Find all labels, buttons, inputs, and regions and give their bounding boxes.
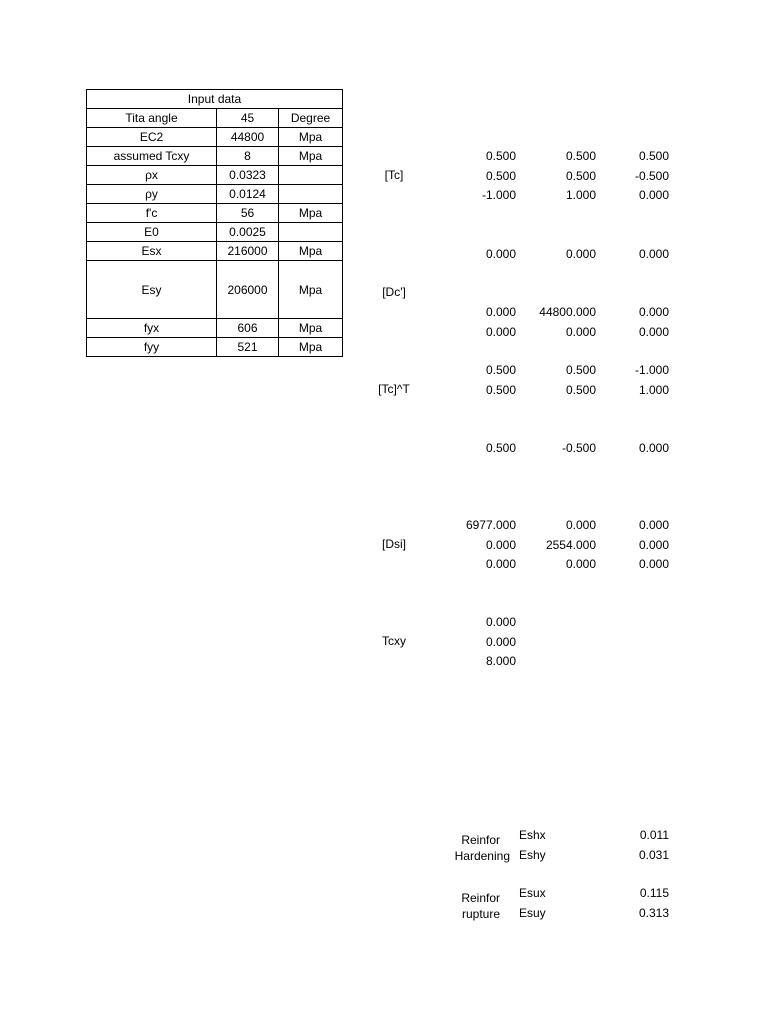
param-name[interactable]: f'c bbox=[87, 204, 217, 223]
param-name[interactable]: fyx bbox=[87, 319, 217, 338]
matrix-cell[interactable]: 0.500 bbox=[638, 149, 669, 163]
matrix-cell[interactable]: 0.500 bbox=[565, 169, 596, 183]
param-name[interactable]: Tita angle bbox=[87, 109, 217, 128]
param-value[interactable]: 56 bbox=[217, 204, 279, 223]
table-row bbox=[87, 128, 343, 147]
matrix-cell[interactable]: 0.500 bbox=[565, 149, 596, 163]
matrix-cell[interactable]: 0.000 bbox=[485, 247, 516, 261]
matrix-cell[interactable]: 6977.000 bbox=[465, 518, 516, 532]
param-name[interactable]: ρy bbox=[87, 185, 217, 204]
matrix-cell[interactable]: 0.000 bbox=[638, 557, 669, 571]
matrix-label-tct: [Tc]^T bbox=[378, 382, 410, 396]
rupture-label-line2: rupture bbox=[461, 907, 500, 921]
param-unit[interactable]: Degree bbox=[279, 109, 343, 128]
param-value[interactable]: 206000 bbox=[217, 261, 279, 319]
param-value[interactable]: 44800 bbox=[217, 128, 279, 147]
matrix-cell[interactable]: 0.500 bbox=[565, 383, 596, 397]
matrix-cell[interactable]: -1.000 bbox=[481, 188, 516, 202]
matrix-label-tc: [Tc] bbox=[384, 168, 404, 182]
table-row bbox=[87, 261, 343, 319]
matrix-cell[interactable]: 0.000 bbox=[565, 557, 596, 571]
matrix-cell[interactable]: 0.000 bbox=[485, 305, 516, 319]
param-unit[interactable]: Mpa bbox=[279, 319, 343, 338]
param-value[interactable]: 216000 bbox=[217, 242, 279, 261]
param-unit[interactable] bbox=[279, 223, 343, 242]
matrix-cell[interactable]: 0.000 bbox=[565, 518, 596, 532]
esuy-label: Esuy bbox=[519, 906, 546, 920]
vector-label-tcxy: Tcxy bbox=[382, 634, 406, 648]
matrix-label-dsi: [Dsi] bbox=[382, 537, 406, 551]
param-unit[interactable]: Mpa bbox=[279, 338, 343, 357]
param-unit[interactable]: Mpa bbox=[279, 261, 343, 319]
table-row bbox=[87, 338, 343, 357]
eshx-value[interactable]: 0.011 bbox=[639, 828, 669, 842]
param-value[interactable]: 0.0025 bbox=[217, 223, 279, 242]
matrix-cell[interactable]: 0.500 bbox=[485, 441, 516, 455]
table-row bbox=[87, 204, 343, 223]
param-value[interactable]: 606 bbox=[217, 319, 279, 338]
matrix-cell[interactable]: 0.500 bbox=[485, 149, 516, 163]
matrix-label-dc: [Dc'] bbox=[382, 285, 406, 299]
table-row bbox=[87, 319, 343, 338]
matrix-cell[interactable]: 1.000 bbox=[638, 383, 669, 397]
input-data-title[interactable]: Input data bbox=[87, 90, 343, 109]
matrix-cell[interactable]: 1.000 bbox=[565, 188, 596, 202]
param-name[interactable]: EC2 bbox=[87, 128, 217, 147]
param-value[interactable]: 0.0323 bbox=[217, 166, 279, 185]
param-name[interactable]: fyy bbox=[87, 338, 217, 357]
esuy-value[interactable]: 0.313 bbox=[638, 906, 669, 920]
matrix-cell[interactable]: 0.500 bbox=[485, 169, 516, 183]
matrix-cell[interactable]: 0.000 bbox=[638, 247, 669, 261]
vector-cell[interactable]: 0.000 bbox=[485, 615, 516, 629]
esux-label: Esux bbox=[519, 886, 546, 900]
param-value[interactable]: 0.0124 bbox=[217, 185, 279, 204]
hardening-label-line1: Reinfor bbox=[461, 833, 500, 847]
matrix-cell[interactable]: 0.000 bbox=[638, 538, 669, 552]
input-data-table bbox=[86, 89, 343, 357]
vector-cell[interactable]: 0.000 bbox=[485, 635, 516, 649]
table-row bbox=[87, 185, 343, 204]
table-row bbox=[87, 223, 343, 242]
param-unit[interactable] bbox=[279, 185, 343, 204]
matrix-cell[interactable]: 0.000 bbox=[638, 518, 669, 532]
matrix-cell[interactable]: 44800.000 bbox=[539, 305, 596, 319]
table-row bbox=[87, 242, 343, 261]
param-name[interactable]: E0 bbox=[87, 223, 217, 242]
param-value[interactable]: 8 bbox=[217, 147, 279, 166]
rupture-label-line1: Reinfor bbox=[461, 891, 500, 905]
param-unit[interactable]: Mpa bbox=[279, 128, 343, 147]
param-unit[interactable]: Mpa bbox=[279, 147, 343, 166]
hardening-label-line2: Hardening bbox=[454, 849, 510, 863]
matrix-cell[interactable]: 0.000 bbox=[565, 325, 596, 339]
eshx-label: Eshx bbox=[519, 828, 546, 842]
matrix-cell[interactable]: 0.500 bbox=[485, 383, 516, 397]
matrix-cell[interactable]: 0.500 bbox=[485, 363, 516, 377]
matrix-cell[interactable]: 0.500 bbox=[565, 363, 596, 377]
param-unit[interactable] bbox=[279, 166, 343, 185]
matrix-cell[interactable]: -0.500 bbox=[634, 169, 669, 183]
matrix-cell[interactable]: -0.500 bbox=[561, 441, 596, 455]
param-value[interactable]: 45 bbox=[217, 109, 279, 128]
table-row bbox=[87, 166, 343, 185]
eshy-value[interactable]: 0.031 bbox=[638, 848, 669, 862]
eshy-label: Eshy bbox=[519, 848, 546, 862]
param-name[interactable]: assumed Tcxy bbox=[87, 147, 217, 166]
matrix-cell[interactable]: 2554.000 bbox=[545, 538, 596, 552]
table-row bbox=[87, 109, 343, 128]
matrix-cell[interactable]: 0.000 bbox=[485, 538, 516, 552]
vector-cell[interactable]: 8.000 bbox=[485, 654, 516, 668]
matrix-cell[interactable]: 0.000 bbox=[638, 325, 669, 339]
param-name[interactable]: Esy bbox=[87, 261, 217, 319]
param-value[interactable]: 521 bbox=[217, 338, 279, 357]
matrix-cell[interactable]: 0.000 bbox=[565, 247, 596, 261]
matrix-cell[interactable]: 0.000 bbox=[638, 441, 669, 455]
matrix-cell[interactable]: -1.000 bbox=[634, 363, 669, 377]
esux-value[interactable]: 0.115 bbox=[639, 886, 669, 900]
param-unit[interactable]: Mpa bbox=[279, 204, 343, 223]
matrix-cell[interactable]: 0.000 bbox=[485, 557, 516, 571]
matrix-cell[interactable]: 0.000 bbox=[485, 325, 516, 339]
matrix-cell[interactable]: 0.000 bbox=[638, 305, 669, 319]
param-unit[interactable]: Mpa bbox=[279, 242, 343, 261]
param-name[interactable]: Esx bbox=[87, 242, 217, 261]
table-row bbox=[87, 147, 343, 166]
matrix-cell[interactable]: 0.000 bbox=[638, 188, 669, 202]
param-name[interactable]: ρx bbox=[87, 166, 217, 185]
